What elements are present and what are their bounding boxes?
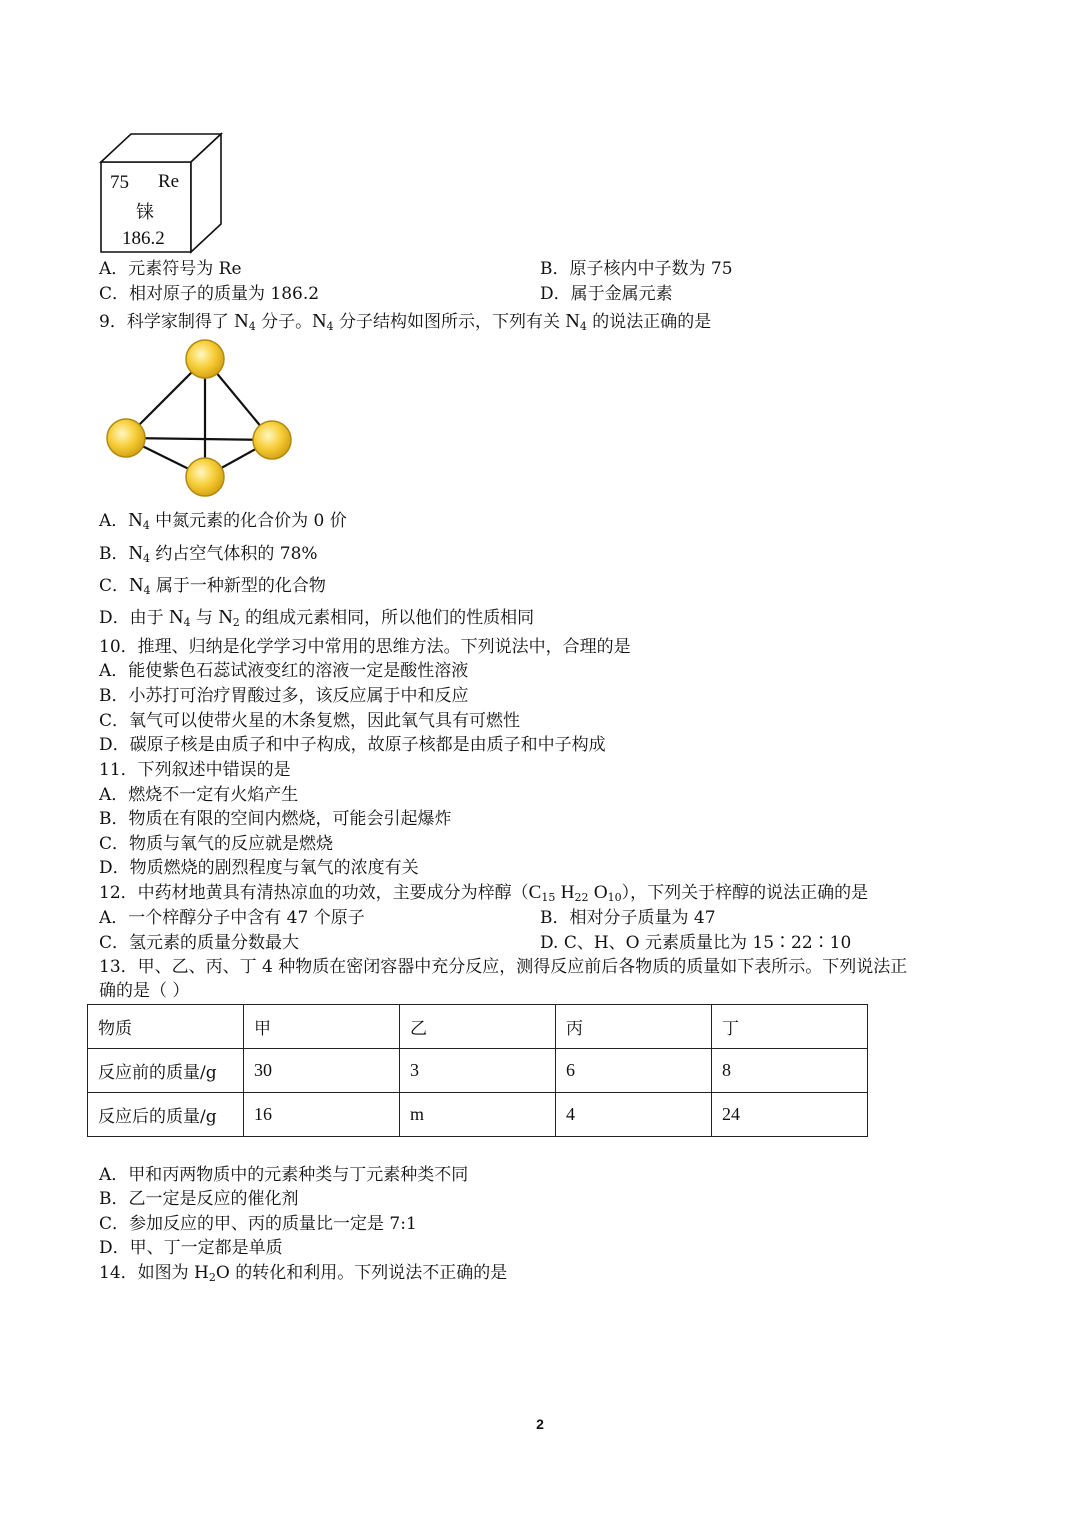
table-cell: 丙 <box>556 1005 712 1049</box>
table-cell: 反应后的质量/g <box>88 1093 244 1137</box>
q10-stem: 10．推理、归纳是化学学习中常用的思维方法。下列说法中，合理的是 <box>99 637 631 657</box>
table-row-before <box>88 1049 868 1093</box>
q9-option-c: C．$N_4$ 属于一种新型的化合物 <box>99 574 326 597</box>
q10-option-c: C．氧气可以使带火星的木条复燃，因此氧气具有可燃性 <box>99 711 521 731</box>
q12-stem: 12．中药材地黄具有清热凉血的功效，主要成分为梓醇（$C_{15}$ $H_{22}$ $O_{10}$），下列关于梓醇的说法正确的是 <box>99 882 869 904</box>
page-number: 2 <box>536 1416 544 1432</box>
table-cell: 反应前的质量/g <box>88 1049 244 1093</box>
q13-option-b: B．乙一定是反应的催化剂 <box>99 1189 299 1209</box>
table-cell: 16 <box>244 1093 400 1137</box>
q13-stem-line2: 确的是（ ） <box>99 981 190 1001</box>
q9-stem: 9．科学家制得了 $N_4$ 分子。$N_4$ 分子结构如图所示，下列有关 $N_4$ 的说法正确的是 <box>99 310 712 333</box>
table-cell: m <box>400 1093 556 1137</box>
table-cell: 30 <box>244 1049 400 1093</box>
q8-option-b: B．原子核内中子数为 75 <box>540 259 733 279</box>
atomic-mass: 186.2 <box>122 228 165 249</box>
table-cell: 3 <box>400 1049 556 1093</box>
element-name: 铼 <box>136 202 154 223</box>
q9-option-b: B．$N_4$ 约占空气体积的 78% <box>99 542 318 565</box>
n4-tetrahedron <box>100 333 300 503</box>
table-cell: 8 <box>712 1049 868 1093</box>
table-cell: 甲 <box>244 1005 400 1049</box>
q10-option-a: A．能使紫色石蕊试液变红的溶液一定是酸性溶液 <box>99 661 469 681</box>
table-cell: 6 <box>556 1049 712 1093</box>
q11-option-a: A．燃烧不一定有火焰产生 <box>99 785 299 805</box>
nitrogen-atom <box>253 421 291 459</box>
mass-table <box>87 1004 868 1137</box>
q11-option-c: C．物质与氧气的反应就是燃烧 <box>99 834 334 854</box>
q12-option-b: B．相对分子质量为 47 <box>540 908 716 928</box>
table-cell: 24 <box>712 1093 868 1137</box>
q8-option-d: D．属于金属元素 <box>540 284 673 304</box>
q11-option-d: D．物质燃烧的剧烈程度与氧气的浓度有关 <box>99 858 419 878</box>
n4-molecule-diagram <box>100 333 300 503</box>
q13-option-d: D．甲、丁一定都是单质 <box>99 1238 283 1258</box>
q14-stem: 14．如图为 $H_2O$ 的转化和利用。下列说法不正确的是 <box>99 1263 508 1284</box>
q9-option-d: D．由于 $N_4$ 与 $N_2$ 的组成元素相同，所以他们的性质相同 <box>99 606 535 629</box>
table-cell: 乙 <box>400 1005 556 1049</box>
element-card-rhenium <box>98 132 224 256</box>
q12-option-a: A．一个梓醇分子中含有 47 个原子 <box>99 908 365 928</box>
table-row-after <box>88 1093 868 1137</box>
table-cell: 丁 <box>712 1005 868 1049</box>
atomic-number: 75 <box>110 172 129 193</box>
nitrogen-atom <box>186 340 224 378</box>
q8-option-a: A．元素符号为 Re <box>99 259 242 279</box>
element-symbol: Re <box>158 171 180 192</box>
table-cell: 4 <box>556 1093 712 1137</box>
q13-stem-line1: 13．甲、乙、丙、丁 4 种物质在密闭容器中充分反应，测得反应前后各物质的质量如下表所示。下列说法正 <box>99 957 908 977</box>
q12-option-c: C．氢元素的质量分数最大 <box>99 933 300 953</box>
q10-option-d: D．碳原子核是由质子和中子构成，故原子核都是由质子和中子构成 <box>99 735 606 755</box>
q13-option-a: A．甲和丙两物质中的元素种类与丁元素种类不同 <box>99 1165 469 1185</box>
q9-option-a: A．$N_4$ 中氮元素的化合价为 0 价 <box>99 509 347 532</box>
q11-option-b: B．物质在有限的空间内燃烧，可能会引起爆炸 <box>99 809 452 829</box>
table-header-row <box>88 1005 868 1049</box>
table-cell: 物质 <box>88 1005 244 1049</box>
q8-option-c: C．相对原子的质量为 186.2 <box>99 284 320 304</box>
q11-stem: 11．下列叙述中错误的是 <box>99 760 291 780</box>
q10-option-b: B．小苏打可治疗胃酸过多，该反应属于中和反应 <box>99 686 469 706</box>
nitrogen-atom <box>186 458 224 496</box>
nitrogen-atom <box>107 419 145 457</box>
q13-option-c: C．参加反应的甲、丙的质量比一定是 7:1 <box>99 1214 417 1234</box>
q12-option-d: D. C、H、O 元素质量比为 15∶22∶10 <box>540 933 852 953</box>
